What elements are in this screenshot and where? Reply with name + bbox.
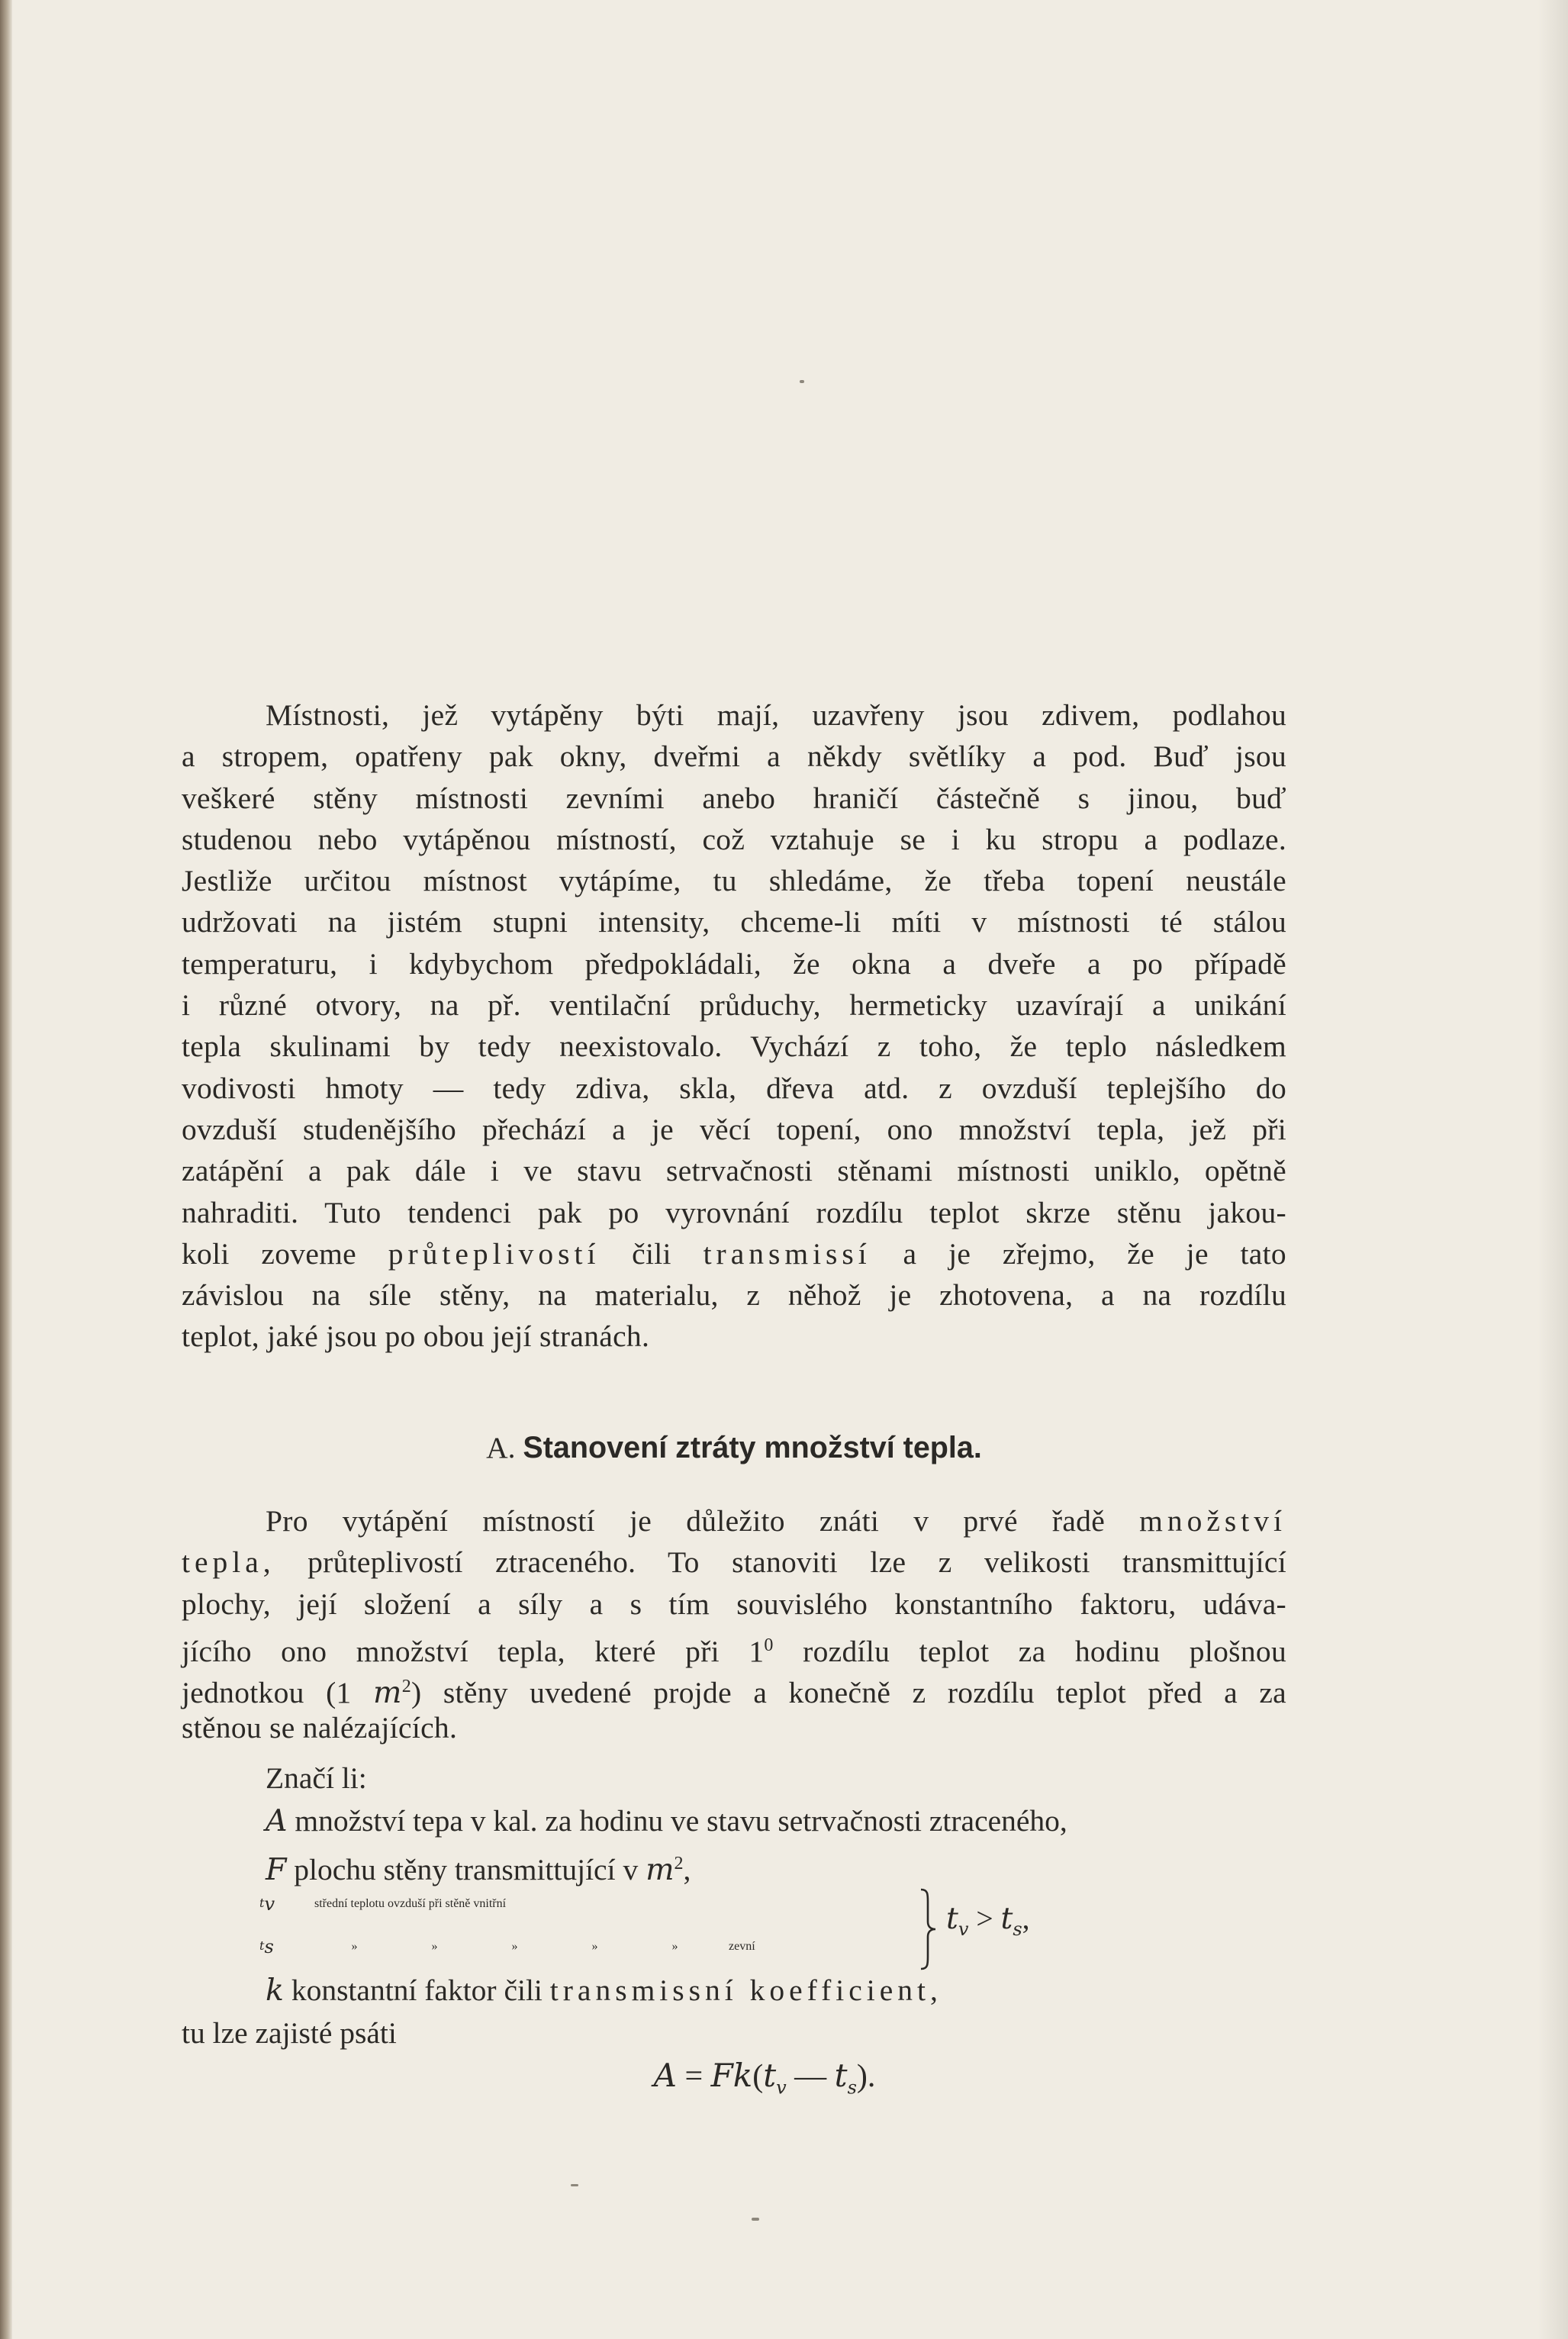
- text-segment: čili: [632, 1236, 671, 1271]
- ineq-right: t: [1000, 1901, 1013, 1936]
- text-line: veškeré stěny místnosti zevními anebo hraničí částečně s jinou, buď: [182, 781, 1286, 815]
- right-curly-brace: [919, 1888, 939, 1970]
- page-right-edge: [1537, 0, 1568, 2339]
- definition-tv: [259, 1882, 506, 1925]
- formula-lhs: A: [653, 2057, 677, 2094]
- symbol-A: A: [266, 1803, 288, 1838]
- definition-text: množství tepa v kal. za hodinu ve stavu setrvačnosti ztraceného,: [295, 1804, 1067, 1838]
- unit-exponent: 2: [401, 1677, 412, 1697]
- text-segment: ) stěny uvedené projde a konečně z rozdílu teplot před a za: [411, 1676, 1286, 1710]
- text-line: temperaturu, i kdybychom předpokládali, že okna a dveře a po případě: [182, 946, 1286, 981]
- symbol-k: k: [266, 1973, 284, 2008]
- paper-speck: [571, 2184, 578, 2186]
- definition-A: [182, 1799, 1286, 1842]
- formula-tv: t: [763, 2057, 777, 2094]
- ineq-left: t: [946, 1901, 958, 1936]
- emphasized-term: transmissní koefficient,: [549, 1973, 942, 2007]
- emphasized-term: množství: [1139, 1504, 1286, 1538]
- ineq-right-sub: s: [1013, 1918, 1022, 1940]
- paper-speck: [800, 380, 804, 383]
- text-line: [182, 1233, 1286, 1274]
- text-segment: jícího ono množství tepla, které při 1: [182, 1635, 765, 1669]
- text-segment: rozdílu teplot za hodinu plošnou: [803, 1635, 1287, 1669]
- open-paren: (: [752, 2059, 764, 2094]
- temperature-inequality: [946, 1897, 1030, 1951]
- text-line: studenou nebo vytápěnou místností, což vztahuje se i ku stropu a podlaze.: [182, 822, 1286, 856]
- text-segment: a je zřejmo, že je tato: [903, 1236, 1286, 1271]
- symbol-letter: t: [259, 1896, 265, 1910]
- ditto-mark: »: [351, 1940, 358, 1953]
- unit-symbol: m: [372, 1675, 402, 1711]
- ditto-mark: »: [671, 1940, 678, 1953]
- text-line: nahraditi. Tuto tendenci pak po vyrovnání rozdílu teplot skrze stěnu jakou-: [182, 1195, 1286, 1229]
- symbol-subscript: s: [264, 1936, 274, 1958]
- equals-sign: =: [684, 2059, 704, 2094]
- ditto-mark: »: [431, 1940, 438, 1953]
- text-line: tu lze zajisté psáti: [182, 2016, 397, 2050]
- section-heading: [182, 1427, 1286, 1468]
- unit-symbol: m: [646, 1852, 675, 1888]
- emphasized-term: tepla,: [182, 1545, 275, 1580]
- punctuation: ,: [1022, 1902, 1030, 1935]
- text-line: [182, 1542, 1286, 1583]
- text-line: stěnou se nalézajících.: [182, 1711, 458, 1745]
- text-line: teplot, jaké jsou po obou její stranách.: [182, 1319, 650, 1354]
- symbol-letter: t: [259, 1938, 265, 1953]
- symbol-F: F: [266, 1852, 287, 1888]
- minus-sign: —: [794, 2059, 827, 2094]
- symbol-subscript: v: [264, 1893, 275, 1915]
- definition-k: [182, 1969, 1286, 2012]
- symbol-tv: [259, 1882, 314, 1925]
- unit-exponent: 2: [674, 1854, 684, 1873]
- ditto-mark: »: [591, 1940, 598, 1953]
- definition-text: konstantní faktor čili: [291, 1973, 543, 2007]
- formula-tv-sub: v: [776, 2076, 787, 2099]
- text-segment: jednotkou (1: [182, 1676, 352, 1710]
- text-line: závislou na síle stěny, na materialu, z něhož je zhotovena, a na rozdílu: [182, 1278, 1286, 1313]
- heat-loss-formula: [182, 2053, 1317, 2110]
- method-paragraph: [182, 1500, 1286, 1749]
- symbol-definitions: [182, 1757, 1286, 1888]
- text-line: Místnosti, jež vytápěny býti mají, uzavřeny jsou zdivem, podlahou: [266, 698, 1286, 732]
- text-line: Jestliže určitou místnost vytápíme, tu shledáme, že třeba topení neustále: [182, 864, 1286, 898]
- formula-factors: Fk: [710, 2057, 753, 2094]
- text-line: zatápění a pak dále i ve stavu setrvačnosti stěnami místnosti uniklo, opětně: [182, 1154, 1286, 1188]
- text-line: i různé otvory, na př. ventilační průduchy, hermeticky uzavírají a unikání: [182, 988, 1286, 1023]
- close-paren: ).: [856, 2059, 876, 2094]
- paper-speck: [752, 2218, 759, 2221]
- text-segment: Pro vytápění místností je důležito znáti v prvé řadě: [266, 1504, 1106, 1538]
- text-segment: koli zoveme: [182, 1236, 357, 1271]
- book-binding-edge: [0, 0, 12, 2339]
- ineq-left-sub: v: [958, 1918, 969, 1940]
- formula-ts: t: [834, 2057, 848, 2094]
- ditto-mark: »: [511, 1940, 518, 1953]
- text-line: plochy, její složení a síly a s tím souvislého konstantního faktoru, udáva-: [182, 1587, 1286, 1621]
- text-line: vodivosti hmoty — tedy zdiva, skla, dřeva atd. z ovzduší teplejšího do: [182, 1071, 1286, 1105]
- intro-paragraph: [182, 694, 1286, 1358]
- definition-text: zevní: [729, 1940, 755, 1953]
- definitions-intro: Značí li:: [266, 1761, 367, 1795]
- text-line: [182, 1625, 1287, 1669]
- text-line: tepla skulinami by tedy neexistovalo. Vychází z toho, že teplo následkem: [182, 1029, 1286, 1064]
- section-title: Stanovení ztráty množství tepla.: [523, 1431, 982, 1464]
- emphasized-term: transmissí: [703, 1236, 871, 1271]
- formula-ts-sub: s: [847, 2076, 857, 2099]
- text-line: udržovati na jistém stupni intensity, chceme-li míti v místnosti té stálou: [182, 905, 1286, 939]
- text-line: ovzduší studenějšího přechází a je věcí topení, ono množství tepla, jež při: [182, 1112, 1286, 1146]
- definition-k-block: [182, 1969, 1286, 2054]
- definition-ts: [259, 1925, 755, 1967]
- definition-F: [182, 1842, 1286, 1888]
- section-letter: A.: [486, 1431, 516, 1464]
- degree-superscript: 0: [764, 1635, 774, 1655]
- definition-text: plochu stěny transmittující v: [294, 1853, 639, 1887]
- definition-text: střední teplotu ovzduší při stěně vnitřní: [314, 1897, 507, 1910]
- punctuation: ,: [683, 1853, 691, 1887]
- emphasized-term: průteplivostí: [388, 1236, 600, 1271]
- greater-than-sign: >: [976, 1902, 993, 1935]
- text-line: a stropem, opatřeny pak okny, dveřmi a někdy světlíky a pod. Buď jsou: [182, 739, 1286, 774]
- text-line: [182, 1500, 1286, 1542]
- text-line: [182, 1666, 1286, 1711]
- text-segment: průteplivostí ztraceného. To stanoviti lze z velikosti transmittující: [307, 1545, 1286, 1580]
- symbol-ts: [259, 1925, 314, 1968]
